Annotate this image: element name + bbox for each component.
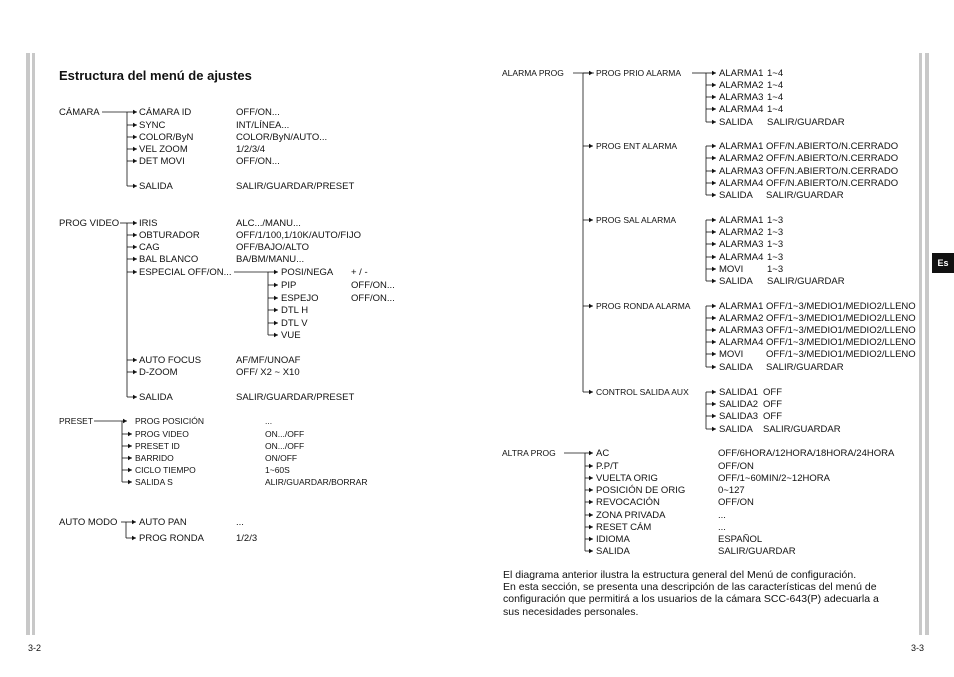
connector-arrow bbox=[712, 316, 716, 320]
language-badge: Es bbox=[932, 253, 954, 273]
connector-arrow bbox=[128, 480, 132, 484]
connector-arrow bbox=[274, 333, 278, 337]
connector-arrow bbox=[589, 500, 593, 504]
menu-root-label: ALARMA PROG bbox=[502, 67, 564, 78]
paragraph-line: En esta sección, se presenta una descripción de las características del menú de bbox=[503, 581, 877, 594]
submenu-item-value: OFF/ON... bbox=[351, 279, 395, 291]
menu-item-label: MOVI bbox=[719, 348, 744, 360]
connector-arrow bbox=[712, 390, 716, 394]
menu-item-label: DET MOVI bbox=[139, 155, 185, 167]
menu-item-label: AC bbox=[596, 447, 610, 459]
connector-arrow bbox=[123, 419, 127, 423]
page-number-left: 3-2 bbox=[28, 643, 42, 653]
menu-item-label: AUTO PAN bbox=[139, 516, 187, 528]
connector-arrow bbox=[589, 525, 593, 529]
menu-item-value: 1/2/3/4 bbox=[236, 143, 266, 155]
connector-arrow bbox=[133, 123, 137, 127]
connector-arrow bbox=[133, 233, 137, 237]
menu-item-value: OFF/ON bbox=[718, 460, 754, 472]
menu-item-value: OFF/N.ABIERTO/N.CERRADO bbox=[766, 140, 899, 152]
menu-item-value: ALIR/GUARDAR/BORRAR bbox=[265, 476, 368, 487]
menu-item-value: OFF/N.ABIERTO/N.CERRADO bbox=[766, 152, 899, 164]
connector-arrow bbox=[133, 110, 137, 114]
connector-arrow bbox=[128, 456, 132, 460]
menu-root-label: PRESET bbox=[59, 415, 94, 426]
connector-arrow bbox=[589, 476, 593, 480]
connector-arrow bbox=[712, 218, 716, 222]
menu-item-value: ESPAÑOL bbox=[718, 533, 763, 545]
paragraph-line: sus necesidades personales. bbox=[503, 605, 639, 618]
menu-item-value: COLOR/ByN/AUTO... bbox=[236, 131, 328, 143]
description-paragraph bbox=[503, 569, 903, 618]
connector-arrow bbox=[274, 270, 278, 274]
menu-item-label: POSICIÓN DE ORIG bbox=[596, 484, 686, 496]
page-heading: Estructura del menú de ajustes bbox=[59, 68, 252, 83]
menu-item-label: P.P/T bbox=[596, 460, 619, 472]
connector-arrow bbox=[589, 488, 593, 492]
connector-arrow bbox=[589, 304, 593, 308]
connector-arrow bbox=[712, 120, 716, 124]
menu-item-label: REVOCACIÓN bbox=[596, 496, 660, 508]
menu-item-label: CAG bbox=[139, 241, 160, 253]
menu-group-label: PROG SAL ALARMA bbox=[596, 214, 676, 225]
menu-item-label: D-ZOOM bbox=[139, 366, 178, 378]
connector-arrow bbox=[274, 308, 278, 312]
menu-item-label: ALARMA1 bbox=[719, 140, 764, 152]
connector-arrow bbox=[712, 181, 716, 185]
menu-item-value: OFF/1~3/MEDIO1/MEDIO2/LLENO bbox=[766, 336, 916, 348]
menu-item-label: SALIDA3 bbox=[719, 410, 759, 422]
menu-item-label: ALARMA4 bbox=[719, 177, 764, 189]
menu-item-value: OFF/1~3/MEDIO1/MEDIO2/LLENO bbox=[766, 324, 916, 336]
submenu-item-label: DTL H bbox=[281, 304, 309, 316]
menu-item-value: 1~60S bbox=[265, 464, 290, 475]
connector-arrow bbox=[589, 71, 593, 75]
connector-arrow bbox=[133, 358, 137, 362]
menu-item-value: 1~3 bbox=[767, 226, 784, 238]
menu-group-label: PROG RONDA ALARMA bbox=[596, 300, 691, 311]
menu-item-value: SALIR/GUARDAR bbox=[763, 423, 841, 435]
menu-item-value: 1~4 bbox=[767, 67, 784, 79]
menu-item-value: ON.../OFF bbox=[265, 440, 305, 451]
menu-item-value: OFF/ X2 ~ X10 bbox=[236, 366, 300, 378]
connector-arrow bbox=[589, 390, 593, 394]
menu-item-value: 1~3 bbox=[767, 251, 784, 263]
menu-item-value: SALIR/GUARDAR/PRESET bbox=[236, 180, 355, 192]
menu-item-value: ALC.../MANU... bbox=[236, 217, 301, 229]
paragraph-line: El diagrama anterior ilustra la estructura general del Menú de configuración. bbox=[503, 569, 857, 581]
menu-item-value: ON.../OFF bbox=[265, 428, 305, 439]
connector-arrow bbox=[589, 513, 593, 517]
menu-item-value: AF/MF/UNOAF bbox=[236, 354, 301, 366]
menu-item-label: IRIS bbox=[139, 217, 158, 229]
connector-arrow bbox=[589, 464, 593, 468]
menu-item-value: SALIR/GUARDAR bbox=[766, 361, 844, 373]
menu-item-label: ESPECIAL OFF/ON... bbox=[139, 266, 232, 278]
submenu-item-label: VUE bbox=[281, 329, 301, 341]
menu-item-label: ALARMA2 bbox=[719, 79, 764, 91]
menu-item-label: SALIDA bbox=[719, 423, 753, 435]
connector-arrow bbox=[128, 444, 132, 448]
menu-item-value: SALIR/GUARDAR bbox=[718, 545, 796, 557]
menu-item-label: ALARMA2 bbox=[719, 152, 764, 164]
menu-item-label: SALIDA2 bbox=[719, 398, 759, 410]
menu-root-label: CÁMARA bbox=[59, 106, 100, 118]
menu-item-value: SALIR/GUARDAR bbox=[767, 116, 845, 128]
connector-arrow bbox=[274, 321, 278, 325]
menu-item-label: ALARMA3 bbox=[719, 165, 764, 177]
menu-item-value: OFF bbox=[763, 398, 782, 410]
menu-item-value: OFF/N.ABIERTO/N.CERRADO bbox=[766, 177, 899, 189]
submenu-item-label: POSI/NEGA bbox=[281, 266, 334, 278]
menu-item-label: ALARMA2 bbox=[719, 312, 764, 324]
menu-item-value: SALIR/GUARDAR bbox=[766, 189, 844, 201]
menu-item-label: ALARMA1 bbox=[719, 214, 764, 226]
submenu-item-value: + / - bbox=[351, 266, 368, 278]
connector-arrow bbox=[133, 135, 137, 139]
menu-item-value: OFF/1~3/MEDIO1/MEDIO2/LLENO bbox=[766, 312, 916, 324]
menu-group-label: PROG ENT ALARMA bbox=[596, 140, 678, 151]
connector-arrow bbox=[128, 432, 132, 436]
menu-item-value: OFF bbox=[763, 386, 782, 398]
connector-arrow bbox=[589, 451, 593, 455]
connector-arrow bbox=[712, 71, 716, 75]
menu-item-label: SALIDA bbox=[139, 180, 173, 192]
menu-item-value: OFF/1~3/MEDIO1/MEDIO2/LLENO bbox=[766, 300, 916, 312]
connector-arrow bbox=[133, 257, 137, 261]
connector-arrow bbox=[133, 270, 137, 274]
menu-item-label: VUELTA ORIG bbox=[596, 472, 658, 484]
menu-item-label: SALIDA bbox=[596, 545, 630, 557]
connector-arrow bbox=[128, 468, 132, 472]
menu-item-value: 1~4 bbox=[767, 103, 784, 115]
menu-item-value: 1~4 bbox=[767, 79, 784, 91]
menu-item-value: 1~4 bbox=[767, 91, 784, 103]
connector-arrow bbox=[712, 193, 716, 197]
connector-arrow bbox=[712, 95, 716, 99]
menu-item-label: ALARMA2 bbox=[719, 226, 764, 238]
submenu-item-label: DTL V bbox=[281, 317, 308, 329]
menu-item-label: RESET CÁM bbox=[596, 521, 652, 533]
menu-item-label: IDIOMA bbox=[596, 533, 630, 545]
menu-item-label: PRESET ID bbox=[135, 440, 180, 451]
menu-item-label: ALARMA3 bbox=[719, 91, 764, 103]
menu-item-value: INT/LÍNEA... bbox=[236, 119, 290, 131]
menu-item-label: AUTO FOCUS bbox=[139, 354, 202, 366]
connector-arrow bbox=[133, 221, 137, 225]
menu-group-label: PROG PRIO ALARMA bbox=[596, 67, 682, 78]
menu-item-label: SALIDA bbox=[719, 116, 753, 128]
menu-item-label: ALARMA4 bbox=[719, 103, 764, 115]
menu-item-label: OBTURADOR bbox=[139, 229, 200, 241]
menu-item-value: ON/OFF bbox=[265, 452, 298, 463]
connector-arrow bbox=[589, 144, 593, 148]
menu-group-label: CONTROL SALIDA AUX bbox=[596, 386, 689, 397]
menu-item-label: ALARMA3 bbox=[719, 324, 764, 336]
connector-arrow bbox=[712, 340, 716, 344]
connector-arrow bbox=[712, 427, 716, 431]
menu-item-label: CICLO TIEMPO bbox=[135, 464, 196, 475]
connector-arrow bbox=[712, 169, 716, 173]
connector-arrow bbox=[712, 107, 716, 111]
connector-arrow bbox=[712, 230, 716, 234]
menu-item-value: ... bbox=[718, 509, 726, 521]
menu-item-label: PROG RONDA bbox=[139, 532, 204, 544]
connector-arrow bbox=[712, 414, 716, 418]
menu-item-value: OFF/ON... bbox=[236, 106, 280, 118]
connector-arrow bbox=[712, 255, 716, 259]
menu-item-label: PROG POSICIÓN bbox=[135, 415, 204, 426]
menu-root-label: AUTO MODO bbox=[59, 516, 118, 528]
submenu-item-label: ESPEJO bbox=[281, 292, 319, 304]
menu-item-value: OFF bbox=[763, 410, 782, 422]
paragraph-line: configuración que permitirá a los usuarios de la cámara SCC-643(P) adecuarla a bbox=[503, 593, 879, 606]
menu-item-label: MOVI bbox=[719, 263, 744, 275]
connector-arrow bbox=[133, 370, 137, 374]
connector-arrow bbox=[133, 245, 137, 249]
connector-arrow bbox=[133, 395, 137, 399]
connector-arrow bbox=[274, 296, 278, 300]
menu-item-value: ... bbox=[718, 521, 726, 533]
connector-arrow bbox=[712, 144, 716, 148]
menu-item-label: SALIDA1 bbox=[719, 386, 759, 398]
menu-item-label: COLOR/ByN bbox=[139, 131, 194, 143]
submenu-item-value: OFF/ON... bbox=[351, 292, 395, 304]
connector-arrow bbox=[712, 352, 716, 356]
menu-item-value: OFF/ON bbox=[718, 496, 754, 508]
menu-item-label: ALARMA4 bbox=[719, 336, 764, 348]
connector-arrow bbox=[712, 156, 716, 160]
menu-item-label: ALARMA1 bbox=[719, 67, 764, 79]
connector-arrow bbox=[274, 283, 278, 287]
menu-item-value: OFF/6HORA/12HORA/18HORA/24HORA bbox=[718, 447, 895, 459]
menu-item-value: 1~3 bbox=[767, 238, 784, 250]
menu-item-value: 0~127 bbox=[718, 484, 745, 496]
connector-arrow bbox=[712, 83, 716, 87]
menu-item-value: OFF/1/100,1/10K/AUTO/FIJO bbox=[236, 229, 361, 241]
connector-arrow bbox=[589, 537, 593, 541]
submenu-item-label: PIP bbox=[281, 279, 297, 291]
menu-item-label: CÁMARA ID bbox=[139, 106, 192, 118]
menu-item-value: OFF/N.ABIERTO/N.CERRADO bbox=[766, 165, 899, 177]
connector-arrow bbox=[712, 402, 716, 406]
connector-arrow bbox=[712, 304, 716, 308]
menu-item-value: SALIR/GUARDAR/PRESET bbox=[236, 391, 355, 403]
connector-arrow bbox=[712, 279, 716, 283]
connector-arrow bbox=[589, 218, 593, 222]
menu-item-label: SALIDA bbox=[719, 189, 753, 201]
menu-item-label: SALIDA bbox=[139, 391, 173, 403]
menu-item-value: ... bbox=[236, 516, 244, 528]
connector-arrow bbox=[132, 536, 136, 540]
menu-item-value: OFF/BAJO/ALTO bbox=[236, 241, 310, 253]
menu-item-label: ZONA PRIVADA bbox=[596, 509, 666, 521]
menu-item-label: PROG VIDEO bbox=[135, 428, 189, 439]
connector-arrow bbox=[133, 184, 137, 188]
menu-item-value: 1~3 bbox=[767, 214, 784, 226]
menu-item-label: SYNC bbox=[139, 119, 166, 131]
menu-item-value: 1~3 bbox=[767, 263, 784, 275]
menu-item-label: SALIDA S bbox=[135, 476, 173, 487]
menu-item-label: BAL BLANCO bbox=[139, 253, 199, 265]
menu-item-value: OFF/1~60MIN/2~12HORA bbox=[718, 472, 830, 484]
connector-arrow bbox=[712, 242, 716, 246]
connector-arrow bbox=[589, 549, 593, 553]
menu-item-value: ... bbox=[265, 415, 273, 426]
menu-item-value: SALIR/GUARDAR bbox=[767, 275, 845, 287]
menu-item-value: OFF/ON... bbox=[236, 155, 280, 167]
menu-root-label: ALTRA PROG bbox=[502, 447, 556, 458]
menu-item-value: BA/BM/MANU... bbox=[236, 253, 305, 265]
menu-root-label: PROG VIDEO bbox=[59, 217, 120, 229]
connector-arrow bbox=[133, 147, 137, 151]
connector-arrow bbox=[712, 328, 716, 332]
menu-item-value: 1/2/3 bbox=[236, 532, 258, 544]
connector-arrow bbox=[133, 159, 137, 163]
menu-item-label: ALARMA4 bbox=[719, 251, 764, 263]
menu-item-label: ALARMA3 bbox=[719, 238, 764, 250]
menu-item-label: SALIDA bbox=[719, 361, 753, 373]
connector-arrow bbox=[132, 520, 136, 524]
connector-arrow bbox=[712, 365, 716, 369]
menu-item-label: ALARMA1 bbox=[719, 300, 764, 312]
menu-item-label: BARRIDO bbox=[135, 452, 174, 463]
page-number-right: 3-3 bbox=[911, 643, 925, 653]
menu-item-label: VEL ZOOM bbox=[139, 143, 188, 155]
menu-item-label: SALIDA bbox=[719, 275, 753, 287]
menu-item-value: OFF/1~3/MEDIO1/MEDIO2/LLENO bbox=[766, 348, 916, 360]
connector-arrow bbox=[712, 267, 716, 271]
